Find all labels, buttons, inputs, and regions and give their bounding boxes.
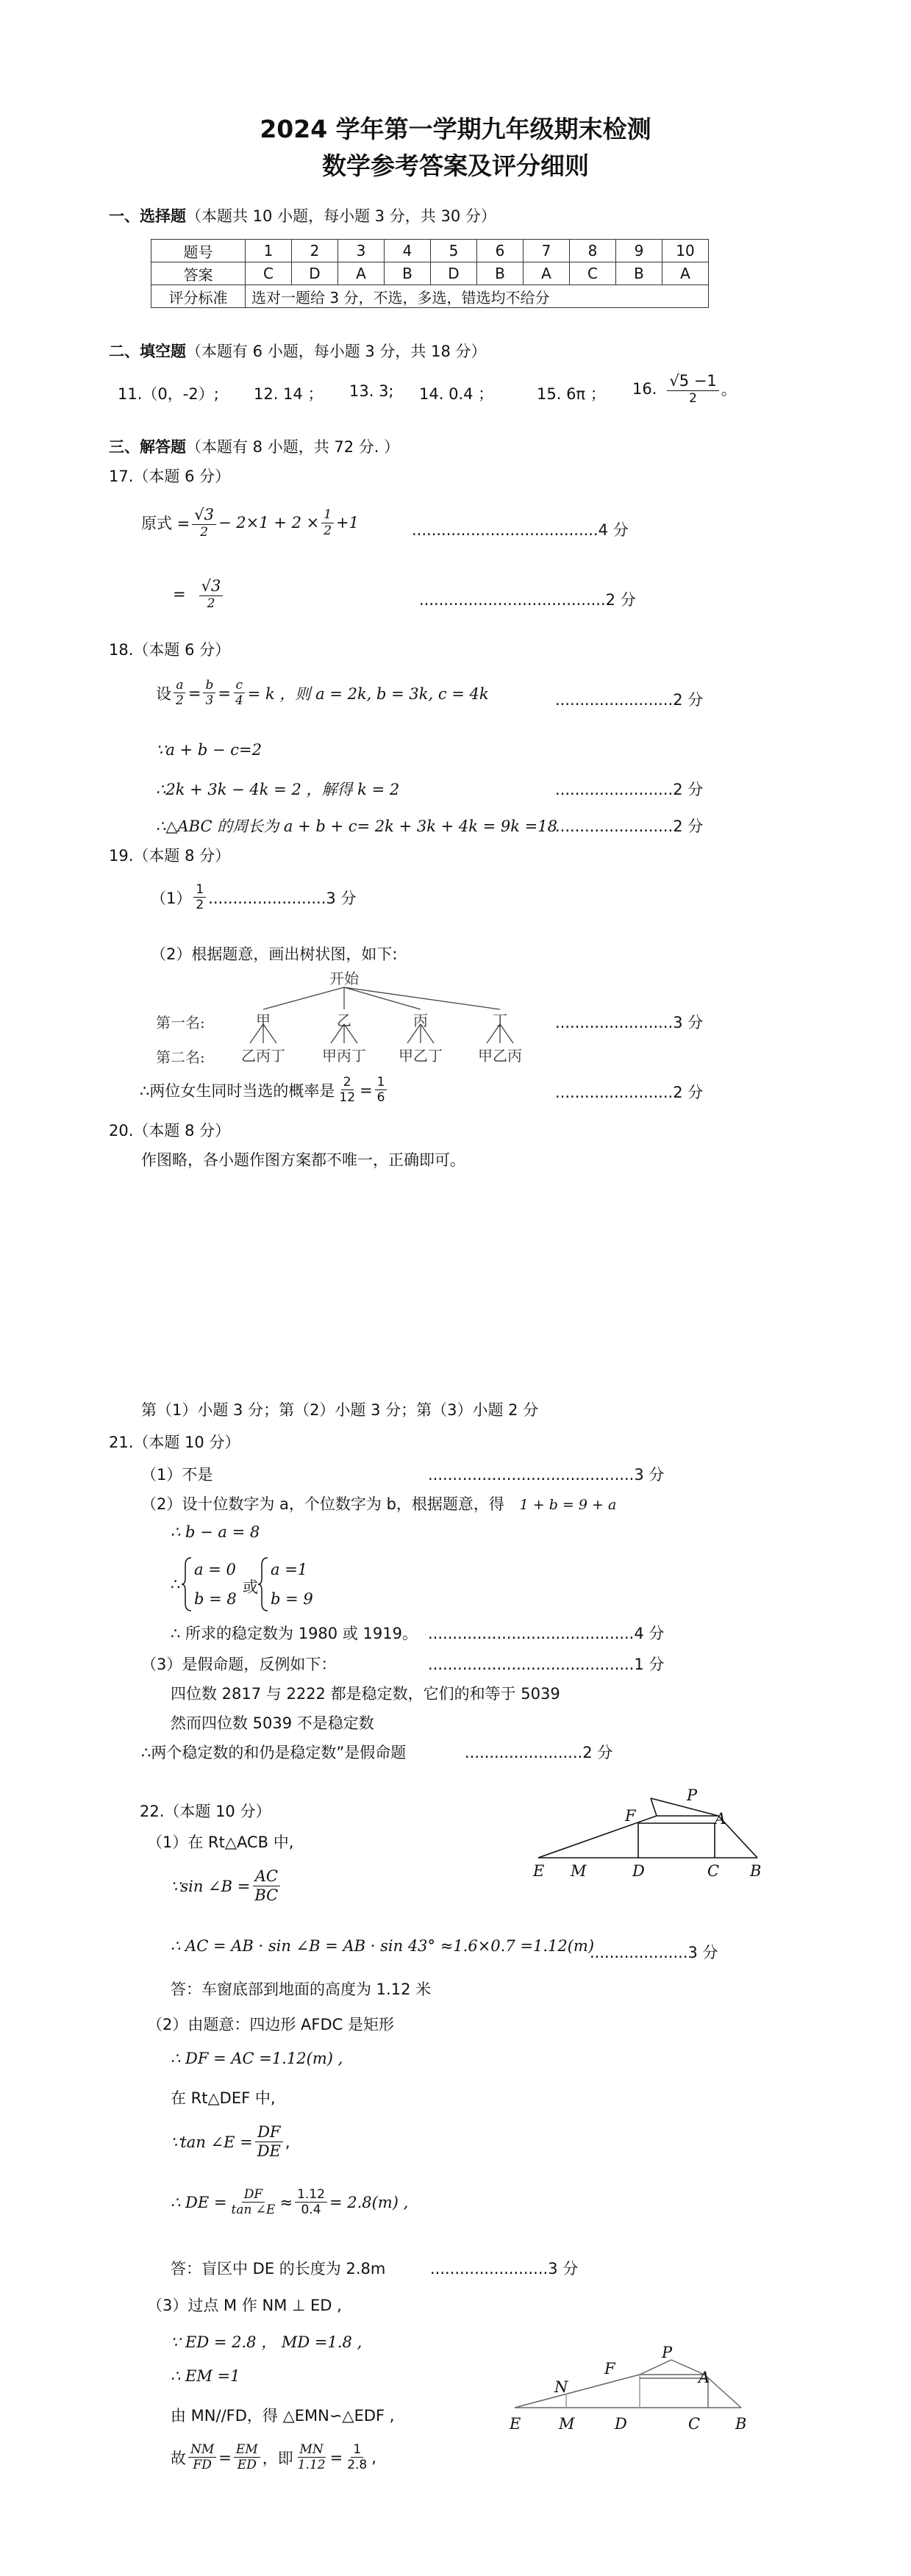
table-cell: B xyxy=(477,262,524,285)
q18-score-1: ........................2 分 xyxy=(555,691,704,709)
q18-pre: 设 xyxy=(156,684,171,703)
q21-conclusion: ∴两个稳定数的和仍是稳定数”是假命题 xyxy=(141,1744,407,1761)
fraction xyxy=(188,2442,216,2473)
denominator: FD xyxy=(193,2458,212,2473)
q22-de-lhs: ∴ DE = xyxy=(171,2193,227,2211)
q17-end: +1 xyxy=(336,514,359,532)
table-cell: C xyxy=(246,262,292,285)
fraction xyxy=(345,2442,369,2473)
table-cell: B xyxy=(385,262,431,285)
table-row xyxy=(151,285,709,308)
criteria-cell: 选对一题给 3 分，不选，多选，错选均不给分 xyxy=(246,285,709,308)
equals-sign: = xyxy=(218,2448,232,2466)
table-cell: 7 xyxy=(524,240,570,262)
q21-part2-text: （2）设十位数字为 a，个位数字为 b，根据题意，得 xyxy=(141,1495,504,1513)
system-eq: a = 0 xyxy=(194,1561,236,1578)
fraction xyxy=(337,1075,357,1106)
q18-score-3: ........................2 分 xyxy=(555,817,704,835)
fraction xyxy=(667,372,718,407)
q22-ratio-end: , xyxy=(371,2448,376,2466)
answer-16-label: 16. xyxy=(632,380,657,398)
q17-lhs: 原式 = xyxy=(141,515,190,533)
row-label: 题号 xyxy=(151,240,246,262)
denominator: 2 xyxy=(200,525,209,540)
section-1-heading xyxy=(109,204,496,226)
q18-post: = k ，则 a = 2k, b = 3k, c = 4k xyxy=(247,684,489,703)
row-label: 评分标准 xyxy=(151,285,246,308)
denominator: 0.4 xyxy=(301,2203,321,2218)
point-label-A: A xyxy=(715,1810,726,1828)
numerator: √5 −1 xyxy=(667,372,718,391)
tree-leaves: 甲乙丙 xyxy=(478,1047,522,1065)
approx-sign: ≈ xyxy=(279,2193,293,2211)
q18-score-2: ........................2 分 xyxy=(555,781,704,798)
point-label-B: B xyxy=(750,1862,762,1880)
q17-score-2: ......................................2 分 xyxy=(419,591,636,609)
q20-note: 作图略，各小题作图方案都不唯一，正确即可。 xyxy=(141,1151,465,1169)
tree-leaves: 甲乙丁 xyxy=(399,1047,443,1065)
point-label-B: B xyxy=(735,2415,747,2433)
q21-part3: （3）是假命题，反例如下： xyxy=(141,1656,337,1673)
q22-ratio: 故 $\frac{NM}{FD}$ = $\frac{EM}{ED}$ ，即 $\frac{MN}{1.12}$ = $\frac{1}{2.8}$ , xyxy=(171,2442,376,2473)
fraction xyxy=(295,2187,327,2218)
q21-equation: 1 + b = 9 + a xyxy=(519,1497,617,1513)
section-2-note: （本题有 6 小题，每小题 3 分，共 18 分） xyxy=(186,343,487,360)
point-label-F: F xyxy=(604,2360,615,2378)
denominator: ED xyxy=(237,2458,257,2473)
table-cell: A xyxy=(338,262,385,285)
q20-score: 第（1）小题 3 分；第（2）小题 3 分；第（3）小题 2 分 xyxy=(141,1401,539,1419)
q19-part1 xyxy=(151,882,356,913)
q18-line4: ∴△ABC 的周长为 a + b + c= 2k + 3k + 4k = 9k =18 xyxy=(156,817,557,835)
q22-part3: （3）过点 M 作 NM ⊥ ED , xyxy=(147,2297,342,2314)
row-label: 答案 xyxy=(151,262,246,285)
point-label-C: C xyxy=(707,1862,720,1880)
section-3-note: （本题有 8 小题，共 72 分. ） xyxy=(186,438,400,456)
system-eq: b = 9 xyxy=(271,1590,313,1608)
point-label-P: P xyxy=(662,2344,673,2361)
answer-table xyxy=(151,239,709,308)
point-label-E: E xyxy=(510,2415,521,2433)
q18-heading: 18.（本题 6 分） xyxy=(109,641,231,659)
denominator: 12 xyxy=(339,1090,356,1106)
point-label-N: N xyxy=(554,2378,568,2396)
table-cell: B xyxy=(616,262,662,285)
denominator: DE xyxy=(257,2142,281,2161)
q17-mid: − 2×1 + 2 × xyxy=(218,514,320,532)
denominator: 2 xyxy=(207,596,215,612)
fraction xyxy=(192,506,216,540)
numerator: DF xyxy=(242,2187,265,2203)
q22-ed-md: ∵ ED = 2.8 ， MD =1.8 , xyxy=(171,2333,362,2351)
fraction xyxy=(203,678,215,709)
denominator: 3 xyxy=(205,693,214,709)
table-cell: A xyxy=(662,262,709,285)
fill-answer-11: 11.（0，-2）; xyxy=(118,385,219,403)
q22-em: ∴ EM =1 xyxy=(171,2367,240,2385)
numerator: MN xyxy=(298,2442,326,2458)
q18-line1: 设 $\frac{a}{2}$ = $\frac{b}{3}$ = $\frac{c}{4}$ = k ，则 a = 2k, b = 3k, c = 4k xyxy=(156,678,489,709)
table-row xyxy=(151,240,709,262)
q17-line1 xyxy=(141,506,359,540)
system-eq: b = 8 xyxy=(194,1590,237,1608)
point-label-F: F xyxy=(625,1807,636,1825)
denominator: 2.8 xyxy=(347,2458,368,2473)
fraction xyxy=(296,2442,328,2473)
q21-counter-2: 然而四位数 5039 不是稳定数 xyxy=(171,1714,374,1732)
q22-df: ∴ DF = AC =1.12(m) , xyxy=(171,2050,343,2067)
section-1-title: 一、选择题 xyxy=(109,207,186,225)
brace-icon xyxy=(257,1555,271,1614)
tree-node: 甲 xyxy=(256,1012,271,1029)
point-label-A: A xyxy=(699,2369,710,2386)
fraction xyxy=(375,1075,387,1106)
numerator: 1.12 xyxy=(295,2187,327,2203)
q19-heading: 19.（本题 8 分） xyxy=(109,847,231,865)
probability-text: ∴两位女生同时当选的概率是 xyxy=(140,1081,335,1100)
q22-tan xyxy=(171,2123,290,2161)
numerator: AC xyxy=(253,1867,280,1886)
q21-system: ∴ a = 0 b = 8 或 a =1 b = 9 xyxy=(171,1555,318,1614)
point-label-M: M xyxy=(559,2415,575,2433)
point-label-D: D xyxy=(632,1862,645,1880)
q21-part2 xyxy=(141,1492,616,1514)
q22-de-end: = 2.8(m) , xyxy=(329,2193,409,2211)
point-label-P: P xyxy=(687,1786,698,1804)
tree-diagram xyxy=(147,959,603,1070)
table-cell: 6 xyxy=(477,240,524,262)
section-1-note: （本题共 10 小题，每小题 3 分，共 30 分） xyxy=(186,207,496,225)
q17-line2 xyxy=(173,577,225,612)
point-label-M: M xyxy=(571,1862,587,1880)
q21-heading: 21.（本题 10 分） xyxy=(109,1434,240,1451)
geometry-figure-1 xyxy=(529,1786,772,1878)
q19-part1-label: （1） xyxy=(151,889,192,907)
q21-score-1: ..........................................3 分 xyxy=(428,1466,665,1484)
q21-score-2: ..........................................4 分 xyxy=(428,1625,665,1642)
geometry-figure-2 xyxy=(506,2338,756,2433)
numerator: 2 xyxy=(341,1075,354,1090)
q21-score-4: ........................2 分 xyxy=(465,1744,613,1761)
denominator: 4 xyxy=(235,693,243,709)
q21-counter-1: 四位数 2817 与 2222 都是稳定数，它们的和等于 5039 xyxy=(171,1685,560,1703)
q17-heading: 17.（本题 6 分） xyxy=(109,468,231,485)
q20-heading: 20.（本题 8 分） xyxy=(109,1122,231,1139)
q22-score-1: ....................3 分 xyxy=(590,1944,718,1961)
tree-row2-label: 第二名: xyxy=(156,1048,205,1066)
fraction xyxy=(255,2123,283,2161)
q19-score-3: ........................2 分 xyxy=(555,1084,704,1101)
table-cell: 10 xyxy=(662,240,709,262)
section-2-title: 二、填空题 xyxy=(109,343,186,360)
q19-probability: ∴两位女生同时当选的概率是 $\frac{2}{12}$ = $\frac{1}{6}$ xyxy=(140,1075,389,1106)
equals-sign: = xyxy=(173,585,186,604)
table-cell: D xyxy=(431,262,477,285)
q19-score-1: ........................3 分 xyxy=(208,889,357,907)
q18-line3: ∴2k + 3k − 4k = 2 ，解得 k = 2 xyxy=(156,781,400,798)
numerator: 1 xyxy=(321,507,334,523)
q22-tan-lhs: ∵tan ∠E = xyxy=(171,2133,253,2151)
fraction xyxy=(229,2187,277,2218)
q19-part2: （2）根据题意，画出树状图，如下: xyxy=(151,945,398,963)
denominator: 2 xyxy=(196,898,204,913)
q22-answer-2: 答：盲区中 DE 的长度为 2.8m xyxy=(171,2260,386,2278)
fraction xyxy=(174,678,186,709)
denominator: BC xyxy=(254,1886,279,1905)
fraction xyxy=(199,577,224,612)
tree-node: 丙 xyxy=(413,1012,428,1029)
q22-heading: 22.（本题 10 分） xyxy=(140,1803,271,1820)
system-eq: a =1 xyxy=(271,1561,308,1578)
q22-similar: 由 MN//FD，得 △EMN∽△EDF , xyxy=(171,2407,395,2425)
denominator: 6 xyxy=(376,1090,385,1106)
fill-answer-16 xyxy=(632,372,737,407)
numerator: b xyxy=(203,678,215,693)
table-cell: 3 xyxy=(338,240,385,262)
fraction xyxy=(193,882,206,913)
point-label-C: C xyxy=(688,2415,701,2433)
fraction xyxy=(321,507,334,538)
fill-answer-15: 15. 6π ； xyxy=(537,385,606,403)
denominator: 2 xyxy=(324,523,332,538)
q21-part1: （1）不是 xyxy=(141,1466,213,1484)
q17-score-1: ......................................4 分 xyxy=(412,521,629,539)
brace-icon xyxy=(181,1555,194,1614)
fill-answer-14: 14. 0.4 ； xyxy=(419,385,494,403)
numerator: √3 xyxy=(192,506,216,525)
tree-node: 丁 xyxy=(493,1012,507,1029)
q22-part1: （1）在 Rt△ACB 中, xyxy=(147,1833,294,1851)
table-cell: C xyxy=(570,262,616,285)
section-2-heading xyxy=(109,340,487,362)
table-cell: 5 xyxy=(431,240,477,262)
q22-score-2: ........................3 分 xyxy=(430,2260,579,2278)
q19-score-2: ........................3 分 xyxy=(555,1014,704,1031)
section-3-heading xyxy=(109,435,399,457)
q22-tan-end: , xyxy=(285,2133,290,2151)
numerator: NM xyxy=(188,2442,216,2458)
tree-leaves: 乙丙丁 xyxy=(241,1047,285,1065)
section-3-title: 三、解答题 xyxy=(109,438,186,456)
table-cell: 8 xyxy=(570,240,616,262)
q22-ratio-mid: ，即 xyxy=(262,2449,293,2467)
tree-root: 开始 xyxy=(329,970,359,987)
denominator: 2 xyxy=(176,693,184,709)
fraction xyxy=(233,678,246,709)
fill-answer-12: 12. 14 ； xyxy=(254,385,324,403)
numerator: DF xyxy=(255,2123,282,2142)
numerator: EM xyxy=(234,2442,260,2458)
q21-line-b-minus-a: ∴ b − a = 8 xyxy=(171,1523,260,1541)
numerator: 1 xyxy=(351,2442,363,2458)
q22-ratio-pre: 故 xyxy=(171,2449,186,2467)
numerator: √3 xyxy=(199,577,224,596)
q22-sin xyxy=(171,1867,282,1905)
table-cell: 2 xyxy=(292,240,338,262)
title-line1: 2024 学年第一学期九年级期末检测 xyxy=(260,115,651,143)
q21-stable-numbers: ∴ 所求的稳定数为 1980 或 1919。 xyxy=(171,1625,418,1642)
numerator: 1 xyxy=(375,1075,387,1090)
q22-rt-def: 在 Rt△DEF 中, xyxy=(171,2089,276,2107)
tree-node: 乙 xyxy=(337,1012,351,1029)
q22-de xyxy=(171,2187,408,2218)
tree-row1-label: 第一名: xyxy=(156,1014,205,1031)
denominator: 1.12 xyxy=(297,2458,326,2473)
q21-score-3: ..........................................1 分 xyxy=(428,1656,665,1673)
point-label-E: E xyxy=(533,1862,545,1880)
point-label-D: D xyxy=(615,2415,627,2433)
denominator: 2 xyxy=(689,391,697,407)
fraction xyxy=(252,1867,280,1905)
numerator: a xyxy=(174,678,185,693)
fill-answer-13: 13. 3; xyxy=(349,382,394,400)
table-cell: 9 xyxy=(616,240,662,262)
table-cell: 1 xyxy=(246,240,292,262)
numerator: 1 xyxy=(193,882,206,898)
numerator: c xyxy=(234,678,246,693)
q22-calc: ∴ AC = AB · sin ∠B = AB · sin 43° ≈1.6×0.7 =1.12(m) xyxy=(171,1937,595,1955)
fraction xyxy=(234,2442,260,2473)
q18-line2: ∵a + b − c=2 xyxy=(156,741,262,759)
denominator: tan ∠E xyxy=(231,2203,276,2218)
table-cell: D xyxy=(292,262,338,285)
title-line2: 数学参考答案及评分细则 xyxy=(322,151,589,180)
table-row xyxy=(151,262,709,285)
q22-answer-1: 答：车窗底部到地面的高度为 1.12 米 xyxy=(171,1981,432,1998)
or-word: 或 xyxy=(243,1578,258,1596)
table-cell: 4 xyxy=(385,240,431,262)
q22-part2: （2）由题意：四边形 AFDC 是矩形 xyxy=(147,2016,394,2033)
tree-leaves: 甲丙丁 xyxy=(322,1047,366,1065)
answer-16-end: 。 xyxy=(721,381,737,399)
table-cell: A xyxy=(524,262,570,285)
q22-sin-lhs: ∵sin ∠B = xyxy=(171,1877,251,1895)
